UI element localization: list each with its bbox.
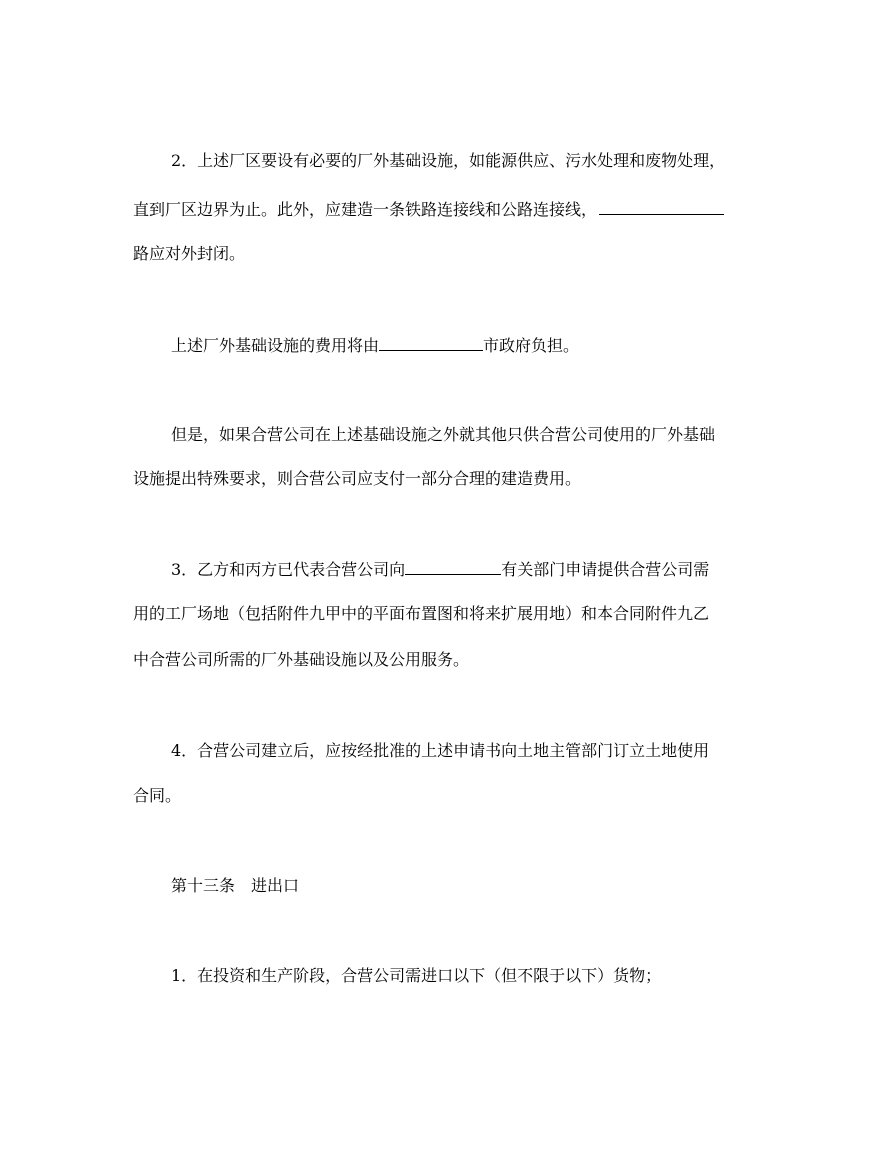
text: 4．合营公司建立后，应按经批准的上述申请书向土地主管部门订立土地使用 — [171, 741, 710, 760]
fill-in-blank[interactable] — [405, 560, 501, 575]
paragraph-cost-line-1 — [171, 336, 579, 356]
text: 有关部门申请提供合营公司需 — [501, 560, 710, 579]
text: 市政府负担。 — [483, 336, 580, 355]
text: 第十三条 进出口 — [171, 876, 300, 895]
paragraph-but-line-2 — [133, 469, 581, 489]
paragraph-4-line-2 — [133, 786, 181, 806]
text: 但是，如果合营公司在上述基础设施之外就其他只供合营公司使用的厂外基础 — [171, 425, 716, 444]
paragraph-2-line-2 — [133, 200, 724, 220]
paragraph-3-line-3 — [133, 650, 469, 670]
text: 合同。 — [133, 786, 182, 805]
text: 2．上述厂区要设有必要的厂外基础设施，如能源供应、污水处理和废物处理， — [171, 151, 726, 170]
paragraph-but-line-1 — [171, 425, 715, 445]
fill-in-blank[interactable] — [599, 200, 724, 215]
text: 设施提出特殊要求，则合营公司应支付一部分合理的建造费用。 — [133, 469, 582, 488]
article-13-item-1 — [171, 966, 661, 986]
fill-in-blank[interactable] — [379, 336, 483, 351]
paragraph-2-line-3 — [133, 244, 245, 264]
text: 1．在投资和生产阶段，合营公司需进口以下（但不限于以下）货物； — [171, 966, 662, 985]
article-13-heading — [171, 876, 299, 896]
paragraph-3-line-1 — [171, 560, 709, 580]
text: 直到厂区边界为止。此外，应建造一条铁路连接线和公路连接线， — [133, 200, 598, 219]
text: 用的工厂场地（包括附件九甲中的平面布置图和将来扩展用地）和本合同附件九乙 — [133, 604, 710, 623]
text: 中合营公司所需的厂外基础设施以及公用服务。 — [133, 650, 470, 669]
paragraph-3-line-2 — [133, 604, 709, 624]
paragraph-2-line-1 — [171, 151, 725, 171]
paragraph-4-line-1 — [171, 741, 709, 761]
text: 路应对外封闭。 — [133, 244, 246, 263]
text: 上述厂外基础设施的费用将由 — [171, 336, 380, 355]
text: 3．乙方和丙方已代表合营公司向 — [171, 560, 406, 579]
